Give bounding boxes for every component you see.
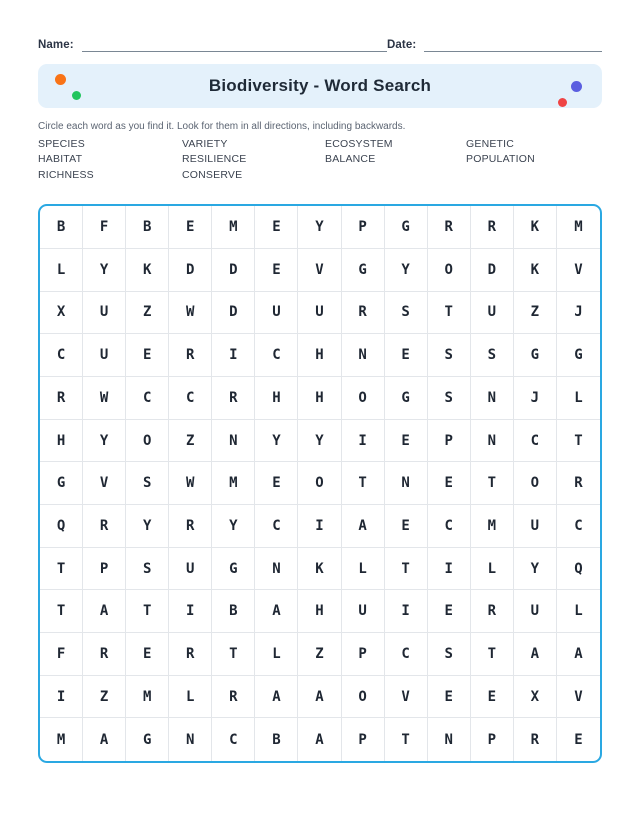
grid-cell[interactable]: I <box>169 590 212 633</box>
grid-cell[interactable]: S <box>126 462 169 505</box>
grid-cell[interactable]: U <box>342 590 385 633</box>
word-list-item: ECOSYSTEM <box>325 138 393 150</box>
grid-cell[interactable]: N <box>169 718 212 761</box>
grid-cell[interactable]: R <box>514 718 557 761</box>
grid-cell[interactable]: I <box>212 334 255 377</box>
grid-cell[interactable]: Z <box>298 633 341 676</box>
grid-cell[interactable]: P <box>342 718 385 761</box>
grid-cell[interactable]: S <box>428 334 471 377</box>
grid-cell[interactable]: S <box>428 633 471 676</box>
grid-cell[interactable]: C <box>212 718 255 761</box>
grid-cell[interactable]: R <box>169 505 212 548</box>
grid-cell[interactable]: M <box>557 206 600 249</box>
grid-cell[interactable]: F <box>40 633 83 676</box>
grid-cell[interactable]: B <box>126 206 169 249</box>
grid-cell[interactable]: L <box>557 590 600 633</box>
grid-cell[interactable]: E <box>428 676 471 719</box>
grid-cell[interactable]: Q <box>40 505 83 548</box>
word-list <box>38 137 602 183</box>
grid-cell[interactable]: N <box>471 420 514 463</box>
grid-cell[interactable]: A <box>255 676 298 719</box>
grid-cell[interactable]: M <box>212 462 255 505</box>
grid-cell[interactable]: L <box>557 377 600 420</box>
grid-cell[interactable]: E <box>126 334 169 377</box>
grid-cell[interactable]: C <box>255 505 298 548</box>
name-label: Name: <box>38 39 74 51</box>
grid-cell[interactable]: U <box>298 292 341 335</box>
grid-cell[interactable]: T <box>428 292 471 335</box>
grid-cell[interactable]: U <box>514 505 557 548</box>
grid-cell[interactable]: R <box>428 206 471 249</box>
grid-cell[interactable]: Y <box>126 505 169 548</box>
grid-cell[interactable]: K <box>298 548 341 591</box>
red-dot-icon <box>558 98 567 107</box>
grid-cell[interactable]: G <box>385 206 428 249</box>
grid-cell[interactable]: Z <box>514 292 557 335</box>
grid-cell[interactable]: B <box>212 590 255 633</box>
grid-cell[interactable]: T <box>40 548 83 591</box>
grid-cell[interactable]: K <box>514 206 557 249</box>
word-search-grid-container <box>38 204 602 763</box>
grid-cell[interactable]: A <box>557 633 600 676</box>
grid-cell[interactable]: T <box>385 548 428 591</box>
grid-cell[interactable]: G <box>212 548 255 591</box>
grid-cell[interactable]: M <box>212 206 255 249</box>
grid-cell[interactable]: O <box>298 462 341 505</box>
word-list-item: GENETIC <box>466 138 515 150</box>
date-label: Date: <box>387 39 417 51</box>
grid-cell[interactable]: P <box>83 548 126 591</box>
grid-cell[interactable]: I <box>428 548 471 591</box>
grid-cell[interactable]: E <box>385 420 428 463</box>
grid-cell[interactable]: U <box>83 292 126 335</box>
grid-cell[interactable]: N <box>385 462 428 505</box>
grid-cell[interactable]: U <box>514 590 557 633</box>
page-title: Biodiversity - Word Search <box>208 76 432 95</box>
grid-cell[interactable]: V <box>385 676 428 719</box>
grid-cell[interactable]: Q <box>557 548 600 591</box>
grid-cell[interactable]: N <box>342 334 385 377</box>
date-field[interactable] <box>387 38 602 52</box>
grid-cell[interactable]: Y <box>212 505 255 548</box>
grid-cell[interactable]: R <box>212 676 255 719</box>
grid-cell[interactable]: G <box>514 334 557 377</box>
grid-cell[interactable]: D <box>212 249 255 292</box>
grid-cell[interactable]: E <box>385 334 428 377</box>
grid-cell[interactable]: B <box>40 206 83 249</box>
grid-cell[interactable]: P <box>471 718 514 761</box>
grid-cell[interactable]: A <box>342 505 385 548</box>
grid-cell[interactable]: D <box>212 292 255 335</box>
grid-cell[interactable]: N <box>255 548 298 591</box>
grid-cell[interactable]: V <box>298 249 341 292</box>
word-list-item: HABITAT <box>38 153 83 166</box>
grid-cell[interactable]: R <box>83 633 126 676</box>
grid-cell[interactable]: Z <box>126 292 169 335</box>
grid-cell[interactable]: F <box>83 206 126 249</box>
grid-cell[interactable]: A <box>514 633 557 676</box>
grid-cell[interactable]: E <box>255 462 298 505</box>
grid-cell[interactable]: E <box>428 590 471 633</box>
grid-cell[interactable]: D <box>471 249 514 292</box>
grid-cell[interactable]: U <box>83 334 126 377</box>
grid-cell[interactable]: Y <box>83 249 126 292</box>
grid-cell[interactable]: Y <box>83 420 126 463</box>
orange-dot-icon <box>55 74 66 85</box>
grid-cell[interactable]: T <box>471 633 514 676</box>
grid-cell[interactable]: C <box>126 377 169 420</box>
grid-cell[interactable]: G <box>126 718 169 761</box>
grid-cell[interactable]: I <box>342 420 385 463</box>
grid-cell[interactable]: C <box>255 334 298 377</box>
grid-cell[interactable]: S <box>428 377 471 420</box>
grid-cell[interactable]: R <box>342 292 385 335</box>
word-list-item: POPULATION <box>466 153 535 166</box>
grid-cell[interactable]: D <box>169 249 212 292</box>
green-dot-icon <box>72 91 81 100</box>
grid-cell[interactable]: C <box>514 420 557 463</box>
grid-cell[interactable]: N <box>212 420 255 463</box>
grid-cell[interactable]: M <box>126 676 169 719</box>
grid-cell[interactable]: C <box>385 633 428 676</box>
grid-cell[interactable]: C <box>169 377 212 420</box>
word-list-item: RICHNESS <box>38 168 94 181</box>
grid-cell[interactable]: I <box>385 590 428 633</box>
grid-cell[interactable]: E <box>574 731 583 748</box>
grid-cell[interactable]: P <box>342 633 385 676</box>
grid-cell[interactable]: A <box>255 590 298 633</box>
grid-cell[interactable]: M <box>40 718 83 761</box>
grid-cell[interactable]: T <box>385 718 428 761</box>
grid-cell[interactable]: T <box>40 590 83 633</box>
grid-cell[interactable]: A <box>83 718 126 761</box>
grid-cell[interactable]: E <box>255 249 298 292</box>
grid-cell[interactable]: A <box>298 676 341 719</box>
grid-cell[interactable]: C <box>40 334 83 377</box>
grid-cell[interactable]: S <box>126 548 169 591</box>
word-list-item: SPECIES <box>38 138 85 150</box>
grid-cell[interactable]: T <box>342 462 385 505</box>
grid-cell[interactable]: S <box>471 334 514 377</box>
word-list-item: CONSERVE <box>182 168 243 181</box>
grid-cell[interactable]: U <box>471 292 514 335</box>
word-search-grid[interactable] <box>40 206 600 761</box>
grid-cell[interactable]: W <box>169 292 212 335</box>
title-banner <box>38 64 602 108</box>
grid-cell[interactable]: H <box>298 590 341 633</box>
grid-cell[interactable]: Z <box>169 420 212 463</box>
grid-cell[interactable]: L <box>40 249 83 292</box>
grid-cell[interactable]: E <box>471 676 514 719</box>
grid-cell[interactable]: X <box>514 676 557 719</box>
name-input-rule[interactable] <box>82 38 387 52</box>
grid-cell[interactable]: E <box>255 206 298 249</box>
grid-cell[interactable]: R <box>40 377 83 420</box>
grid-cell[interactable]: O <box>126 420 169 463</box>
grid-cell[interactable]: Y <box>255 420 298 463</box>
grid-cell[interactable]: Y <box>385 249 428 292</box>
grid-cell[interactable]: G <box>385 377 428 420</box>
grid-cell[interactable]: P <box>428 420 471 463</box>
grid-cell[interactable]: V <box>557 676 600 719</box>
grid-cell[interactable]: K <box>514 249 557 292</box>
grid-cell[interactable]: O <box>342 676 385 719</box>
grid-cell[interactable]: V <box>83 462 126 505</box>
grid-cell[interactable]: V <box>557 249 600 292</box>
grid-cell[interactable]: G <box>557 334 600 377</box>
grid-cell[interactable]: R <box>471 590 514 633</box>
grid-cell[interactable]: I <box>298 505 341 548</box>
grid-cell[interactable]: O <box>514 462 557 505</box>
date-input-rule[interactable] <box>424 38 602 52</box>
grid-cell[interactable]: B <box>255 718 298 761</box>
grid-cell[interactable]: N <box>428 718 471 761</box>
grid-cell[interactable]: E <box>169 206 212 249</box>
grid-cell[interactable]: W <box>169 462 212 505</box>
grid-cell[interactable]: H <box>40 420 83 463</box>
grid-cell[interactable]: Y <box>298 206 341 249</box>
grid-cell[interactable]: Y <box>298 420 341 463</box>
grid-cell[interactable]: E <box>126 633 169 676</box>
word-list-item: VARIETY <box>182 138 228 150</box>
grid-cell[interactable]: R <box>83 505 126 548</box>
grid-cell[interactable]: M <box>471 505 514 548</box>
grid-cell[interactable]: T <box>212 633 255 676</box>
grid-cell[interactable]: L <box>255 633 298 676</box>
grid-cell[interactable]: C <box>557 505 600 548</box>
grid-cell[interactable]: G <box>40 462 83 505</box>
grid-cell[interactable]: L <box>342 548 385 591</box>
grid-cell[interactable]: I <box>40 676 83 719</box>
grid-cell[interactable]: U <box>169 548 212 591</box>
grid-cell[interactable]: P <box>342 206 385 249</box>
grid-cell[interactable]: A <box>83 590 126 633</box>
meta-row <box>38 0 602 52</box>
blue-dot-icon <box>571 81 582 92</box>
grid-cell[interactable]: O <box>342 377 385 420</box>
grid-cell[interactable]: K <box>126 249 169 292</box>
grid-cell[interactable]: S <box>385 292 428 335</box>
grid-cell[interactable]: R <box>169 334 212 377</box>
grid-cell[interactable]: W <box>83 377 126 420</box>
grid-cell[interactable]: T <box>471 462 514 505</box>
grid-cell[interactable]: T <box>126 590 169 633</box>
grid-cell[interactable]: U <box>255 292 298 335</box>
grid-cell[interactable]: E <box>428 462 471 505</box>
grid-cell[interactable]: E <box>385 505 428 548</box>
grid-cell[interactable]: X <box>40 292 83 335</box>
grid-cell[interactable]: L <box>169 676 212 719</box>
grid-cell[interactable]: J <box>514 377 557 420</box>
grid-cell[interactable]: O <box>428 249 471 292</box>
grid-cell[interactable]: C <box>428 505 471 548</box>
grid-cell[interactable]: T <box>557 420 600 463</box>
grid-cell[interactable]: H <box>298 334 341 377</box>
grid-cell[interactable]: J <box>557 292 600 335</box>
grid-cell[interactable]: R <box>212 377 255 420</box>
grid-cell[interactable]: G <box>342 249 385 292</box>
grid-cell[interactable]: H <box>255 377 298 420</box>
grid-cell[interactable]: Z <box>83 676 126 719</box>
word-list-item: RESILIENCE <box>182 153 247 166</box>
word-list-item: BALANCE <box>325 153 376 166</box>
grid-cell[interactable]: R <box>471 206 514 249</box>
grid-cell[interactable]: A <box>298 718 341 761</box>
grid-cell[interactable]: Y <box>514 548 557 591</box>
instructions-text: Circle each word as you find it. Look for them in all directions, including backwards. <box>38 121 406 132</box>
grid-cell[interactable]: N <box>471 377 514 420</box>
grid-cell[interactable]: L <box>471 548 514 591</box>
grid-cell[interactable]: H <box>298 377 341 420</box>
grid-cell[interactable]: R <box>557 462 600 505</box>
grid-cell[interactable]: R <box>169 633 212 676</box>
name-field[interactable] <box>38 38 387 52</box>
